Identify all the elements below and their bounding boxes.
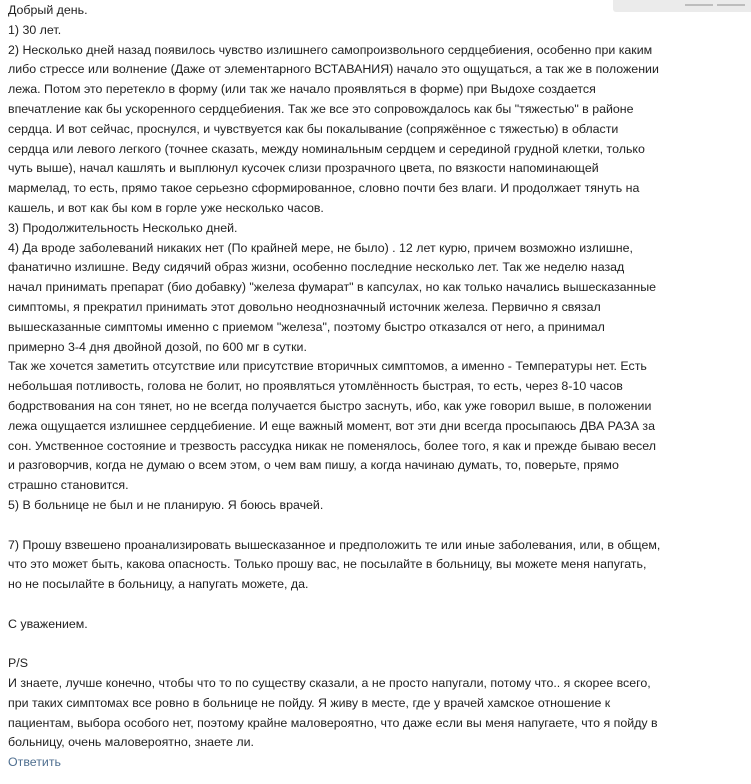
paragraph-gap (8, 595, 743, 615)
ps-line: И знаете, лучше конечно, чтобы что то по существу сказали, а не просто напугали, потому что.. я скорее всего, (8, 676, 651, 691)
ps-line: пациентам, выбора особого нет, поэтому крайне маловероятно, что даже если вы меня напугаете, что я пойду в (8, 715, 658, 730)
paragraph-gap (8, 635, 743, 655)
text-line: 3) Продолжительность Несколько дней. (8, 220, 238, 235)
text-line: сердца. И вот сейчас, проснулся, и чувствуется как бы покалывание (сопряжённое с тяжестью) в области (8, 121, 619, 136)
text-line: 5) В больнице не был и не планирую. Я боюсь врачей. (8, 497, 324, 512)
text-line: сердца или левого легкого (точнее сказать, между номинальным сердцем и серединой грудной клетки, только (8, 141, 645, 156)
text-line: страшно становится. (8, 478, 129, 493)
text-line: примерно 3-4 дня двойной дозой, по 600 мг в сутки. (8, 339, 307, 354)
text-line: и разговорчив, когда не думаю о всем этом, о чем вам пишу, а когда начинаю думать, то, поверьте, прямо (8, 458, 619, 473)
text-line: лежа. Потом это перетекло в форму (или так же начало проявляться в форме) при Выдохе создается (8, 82, 596, 97)
question-line: 7) Прошу взвешено проанализировать вышесказанное и предположить те или иные заболевания, или, в общем, (8, 537, 661, 552)
text-line: вышесказанные симптомы именно с приемом "железа", поэтому быстро отказался от него, а принимал (8, 319, 605, 334)
ps-line: больницу, очень маловероятно, знаете ли. (8, 735, 254, 750)
ps-line: при таких симптомах все ровно в больнице не пойду. Я живу в месте, где у врачей хамское отношение к (8, 695, 611, 710)
question-line: что это может быть, какова опасность. Только прошу вас, не посылайте в больницу, вы можете меня напугать, (8, 557, 647, 572)
text-line: сон. Умственное состояние и трезвость рассудка никак не поменялось, более того, я как и прежде бываю весел (8, 438, 656, 453)
reply-link[interactable]: Ответить (8, 755, 61, 770)
text-line: начал принимать препарат (био добавку) "железа фумарат" в капсулах, но как только начались вышесказанные (8, 280, 657, 295)
text-line: 1) 30 лет. (8, 22, 62, 37)
text-line: кашель, и вот как бы ком в горле уже несколько часов. (8, 200, 324, 215)
paragraph-gap (8, 516, 743, 536)
text-line: фанатично излишне. Веду сидячий образ жизни, особенно последние несколько лет. Так же неделю назад (8, 260, 625, 275)
text-line: чуть выше), начал кашлять и выплюнул кусочек слизи прозрачного цвета, по вязкости напоминающей (8, 161, 599, 176)
ps-label: P/S (8, 656, 28, 671)
comment-body (8, 1, 743, 753)
comment-post (8, 1, 743, 773)
text-line: впечатление как бы ускоренного сердцебиения. Так же все это сопровождалось как бы "тяжестью" в районе (8, 101, 634, 116)
text-line: симптомы, я прекратил принимать этот довольно неоднозначный источник железа. Первично я связал (8, 299, 601, 314)
text-line: 4) Да вроде заболеваний никаких нет (По крайней мере, не было) . 12 лет курю, причем возможно излишне, (8, 240, 633, 255)
regards-text: С уважением. (8, 616, 88, 631)
text-line: Так же хочется заметить отсутствие или присутствие вторичных симптомов, а именно - Температуры нет. Есть (8, 359, 647, 374)
question-line: но не посылайте в больницу, а напугать можете, да. (8, 577, 309, 592)
text-line: бодрствования на сон тянет, но не всегда получается быстро заснуть, ибо, как уже говорил выше, в положении (8, 398, 652, 413)
text-line: мармелад, то есть, прямо такое серьезно сформированное, словно почти без влаги. И продолжает тянуть на (8, 181, 640, 196)
text-line: 2) Несколько дней назад появилось чувство излишнего самопроизвольного сердцебиения, особенно при каким (8, 42, 653, 57)
text-line: либо стрессе или волнение (Даже от элементарного ВСТАВАНИЯ) начало это ощущаться, а так же в положении (8, 62, 659, 77)
text-line: Добрый день. (8, 3, 88, 17)
text-line: лежа ощущается излишнее сердцебиение. И еще важный момент, вот эти дни всегда просыпаюсь ДВА РАЗА за (8, 418, 656, 433)
text-line: небольшая потливость, голова не болит, но проявляться утомлённость быстрая, то есть, через 8-10 часов (8, 379, 623, 394)
